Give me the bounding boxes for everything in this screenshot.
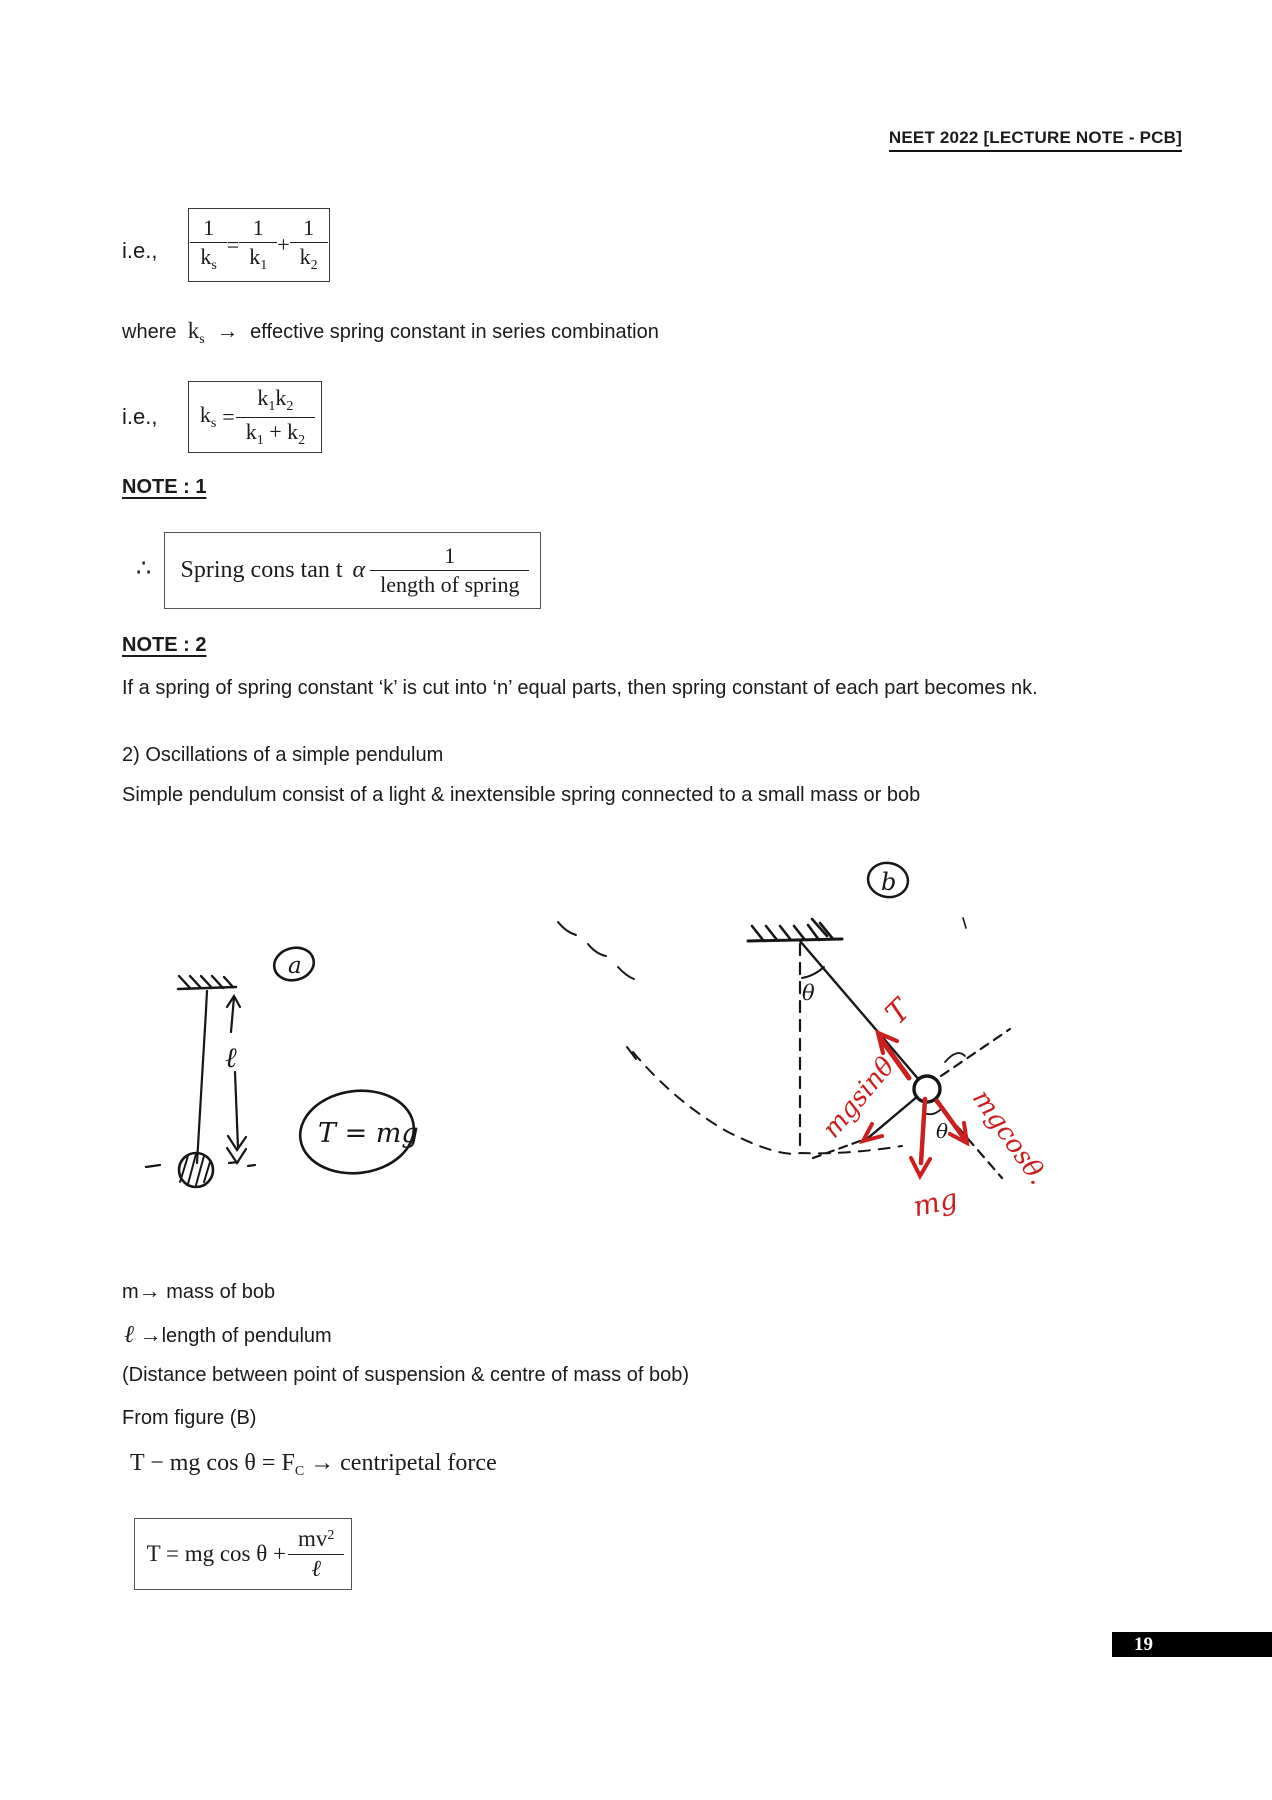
tension-equation-box: T = mg cos θ + $\frac{mv^2}{\text{ℓ}}$ — [134, 1518, 352, 1590]
length-arrow-up — [227, 996, 240, 1032]
frac-k1k2: $\frac{k_1k_2}{k_1 + k_2}$ — [241, 385, 310, 449]
ceiling-b — [748, 919, 842, 941]
pendulum-figure — [100, 840, 1060, 1240]
plus-sign: + — [277, 232, 290, 257]
from-figure-line: From figure (B) — [122, 1407, 257, 1429]
tangent-solid-down — [868, 1096, 918, 1138]
where-line: where $k_s$ → effective spring constant in series combination — [122, 318, 659, 347]
page-number-bar — [1112, 1632, 1272, 1657]
theta-pivot-label: θ — [802, 981, 815, 1005]
stray-mark — [963, 918, 966, 928]
page-number: 19 — [1134, 1633, 1153, 1655]
equals-sign: = — [222, 404, 235, 429]
section-body: Simple pendulum consist of a light & inextensible spring connected to a small mass or bob — [122, 784, 921, 806]
string-a — [197, 991, 207, 1163]
note-2-body: If a spring of spring constant ‘k’ is cut into ‘n’ equal parts, then spring constant of each part becomes nk. — [122, 677, 1038, 699]
frac-1-ks: $\frac{1}{k_s}$ — [195, 215, 221, 274]
eq1-prefix: i.e., — [122, 238, 158, 263]
tension-label: T — [878, 992, 918, 1032]
tangent-curl — [945, 1053, 965, 1062]
distance-note: (Distance between point of suspension & centre of mass of bob) — [122, 1364, 689, 1386]
length-definition: ℓ →length of pendulum — [124, 1320, 332, 1348]
alpha-symbol: α — [352, 557, 366, 583]
tangent-dashed-down — [813, 1141, 860, 1158]
ceiling-a — [178, 976, 236, 989]
tangent-dashed-up — [941, 1029, 1010, 1076]
arrow-icon: → — [139, 1322, 162, 1347]
figure-b-label: b — [881, 868, 897, 896]
eq2-prefix: i.e., — [122, 404, 158, 429]
frac-1-k2: $\frac{1}{k_2}$ — [295, 215, 323, 274]
force-annotations — [817, 991, 1053, 1223]
figure-b — [558, 860, 1010, 1178]
note1-eq-box — [164, 532, 541, 609]
arrow-icon: → — [310, 1450, 335, 1476]
page-header: NEET 2022 [LECTURE NOTE - PCB] — [889, 128, 1182, 152]
mg-arrow — [911, 1099, 930, 1176]
mg-cos-label: mgcosθ. — [966, 1084, 1054, 1191]
mg-sin-arrowhead — [863, 1124, 882, 1141]
therefore-symbol: ∴ — [136, 556, 152, 582]
note-1-label: NOTE : 1 — [122, 476, 207, 498]
frac-1-k1: $\frac{1}{k_1}$ — [244, 215, 272, 274]
t-equals-mg-text: T = mg — [318, 1118, 419, 1149]
length-label: ℓ — [225, 1041, 237, 1074]
arrow-icon: → — [216, 318, 239, 343]
centripetal-equation: T − mg $\cos \theta = F_C$ → centripetal force — [130, 1450, 497, 1479]
spring-constant-text: Spring cons tan t — [180, 557, 343, 583]
bob-angle-arc — [924, 1108, 942, 1114]
length-arrow-down — [227, 1072, 246, 1163]
bob-a — [179, 1153, 213, 1187]
pivot-angle-arc — [802, 967, 824, 978]
eq2-box: $k_s$ = $\frac{k_1k_2}{k_1 + k_2}$ — [188, 381, 322, 453]
mg-label: mg — [910, 1181, 961, 1224]
arrow-icon: → — [138, 1278, 161, 1303]
mass-definition: m→ mass of bob — [122, 1278, 276, 1303]
theta-bob-label: θ — [936, 1119, 949, 1143]
figure-a-label: a — [288, 953, 302, 979]
frac-length-of-spring: $\frac{1}{\text{length of spring}}$ — [375, 543, 524, 598]
figure-a — [146, 944, 419, 1187]
eq1-box — [188, 208, 330, 282]
equals-sign: = — [226, 232, 240, 257]
t-equals-mg-callout — [295, 1084, 418, 1179]
frac-mv2-l: $\frac{mv^2}{\text{ℓ}}$ — [293, 1525, 339, 1582]
mg-sin-label: mgsinθ — [816, 1051, 902, 1145]
note-2-label: NOTE : 2 — [122, 634, 207, 656]
section-heading: 2) Oscillations of a simple pendulum — [122, 744, 444, 766]
